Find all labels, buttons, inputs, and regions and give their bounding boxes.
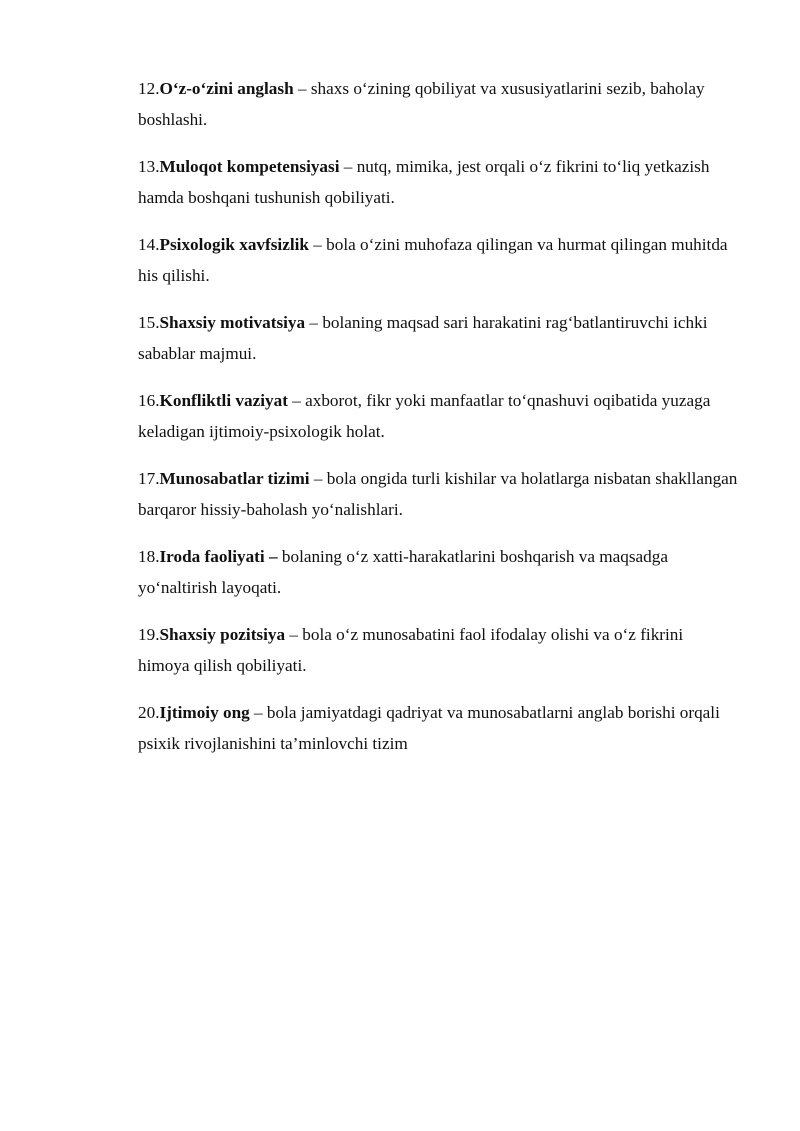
- entry-number: 13.: [138, 157, 160, 176]
- entry-number: 20.: [138, 703, 160, 722]
- glossary-entry-16: [138, 385, 738, 447]
- glossary-entry-18: [138, 541, 738, 603]
- entry-definition: – bola o‘zini muhofaza qilingan va hurmat qilingan muhitda his qilishi.: [138, 235, 728, 285]
- entry-definition: – nutq, mimika, jest orqali o‘z fikrini to‘liq yetkazish hamda boshqani tushunish qobiliyati.: [138, 157, 710, 207]
- glossary-entry-19: [138, 619, 738, 681]
- glossary-entry-13: [138, 151, 738, 213]
- glossary-entry-12: [138, 73, 738, 135]
- entry-definition: – axborot, fikr yoki manfaatlar to‘qnashuvi oqibatida yuzaga keladigan ijtimoiy-psixologik holat.: [138, 391, 711, 441]
- glossary-list: [138, 73, 738, 775]
- entry-definition: bolaning o‘z xatti-harakatlarini boshqarish va maqsadga yo‘naltirish layoqati.: [138, 547, 668, 597]
- glossary-entry-17: [138, 463, 738, 525]
- entry-term: O‘z-o‘zini anglash: [159, 79, 294, 98]
- glossary-entry-15: [138, 307, 738, 369]
- entry-term: Munosabatlar tizimi: [159, 469, 310, 488]
- entry-definition: – bolaning maqsad sari harakatini rag‘batlantiruvchi ichki sabablar majmui.: [138, 313, 708, 363]
- entry-number: 16.: [138, 391, 160, 410]
- entry-number: 18.: [138, 547, 160, 566]
- glossary-entry-14: [138, 229, 738, 291]
- entry-term: Shaxsiy pozitsiya: [159, 625, 286, 644]
- entry-term: Iroda faoliyati –: [159, 547, 278, 566]
- entry-definition: – shaxs o‘zining qobiliyat va xususiyatlarini sezib, baholay boshlashi.: [138, 79, 705, 129]
- entry-number: 14.: [138, 235, 160, 254]
- glossary-entry-20: [138, 697, 738, 759]
- entry-term: Konfliktli vaziyat: [159, 391, 288, 410]
- entry-definition: – bola o‘z munosabatini faol ifodalay olishi va o‘z fikrini himoya qilish qobiliyati.: [138, 625, 684, 675]
- entry-number: 19.: [138, 625, 160, 644]
- entry-term: Ijtimoiy ong: [159, 703, 250, 722]
- entry-term: Shaxsiy motivatsiya: [159, 313, 306, 332]
- entry-definition: – bola ongida turli kishilar va holatlarga nisbatan shakllangan barqaror hissiy-baholash yo‘nalishlari.: [138, 469, 738, 519]
- entry-definition: – bola jamiyatdagi qadriyat va munosabatlarni anglab borishi orqali psixik rivojlanishini ta’minlovchi tizim: [138, 703, 720, 753]
- entry-number: 17.: [138, 469, 160, 488]
- entry-number: 15.: [138, 313, 160, 332]
- entry-term: Psixologik xavfsizlik: [159, 235, 309, 254]
- entry-term: Muloqot kompetensiyasi: [159, 157, 340, 176]
- entry-number: 12.: [138, 79, 160, 98]
